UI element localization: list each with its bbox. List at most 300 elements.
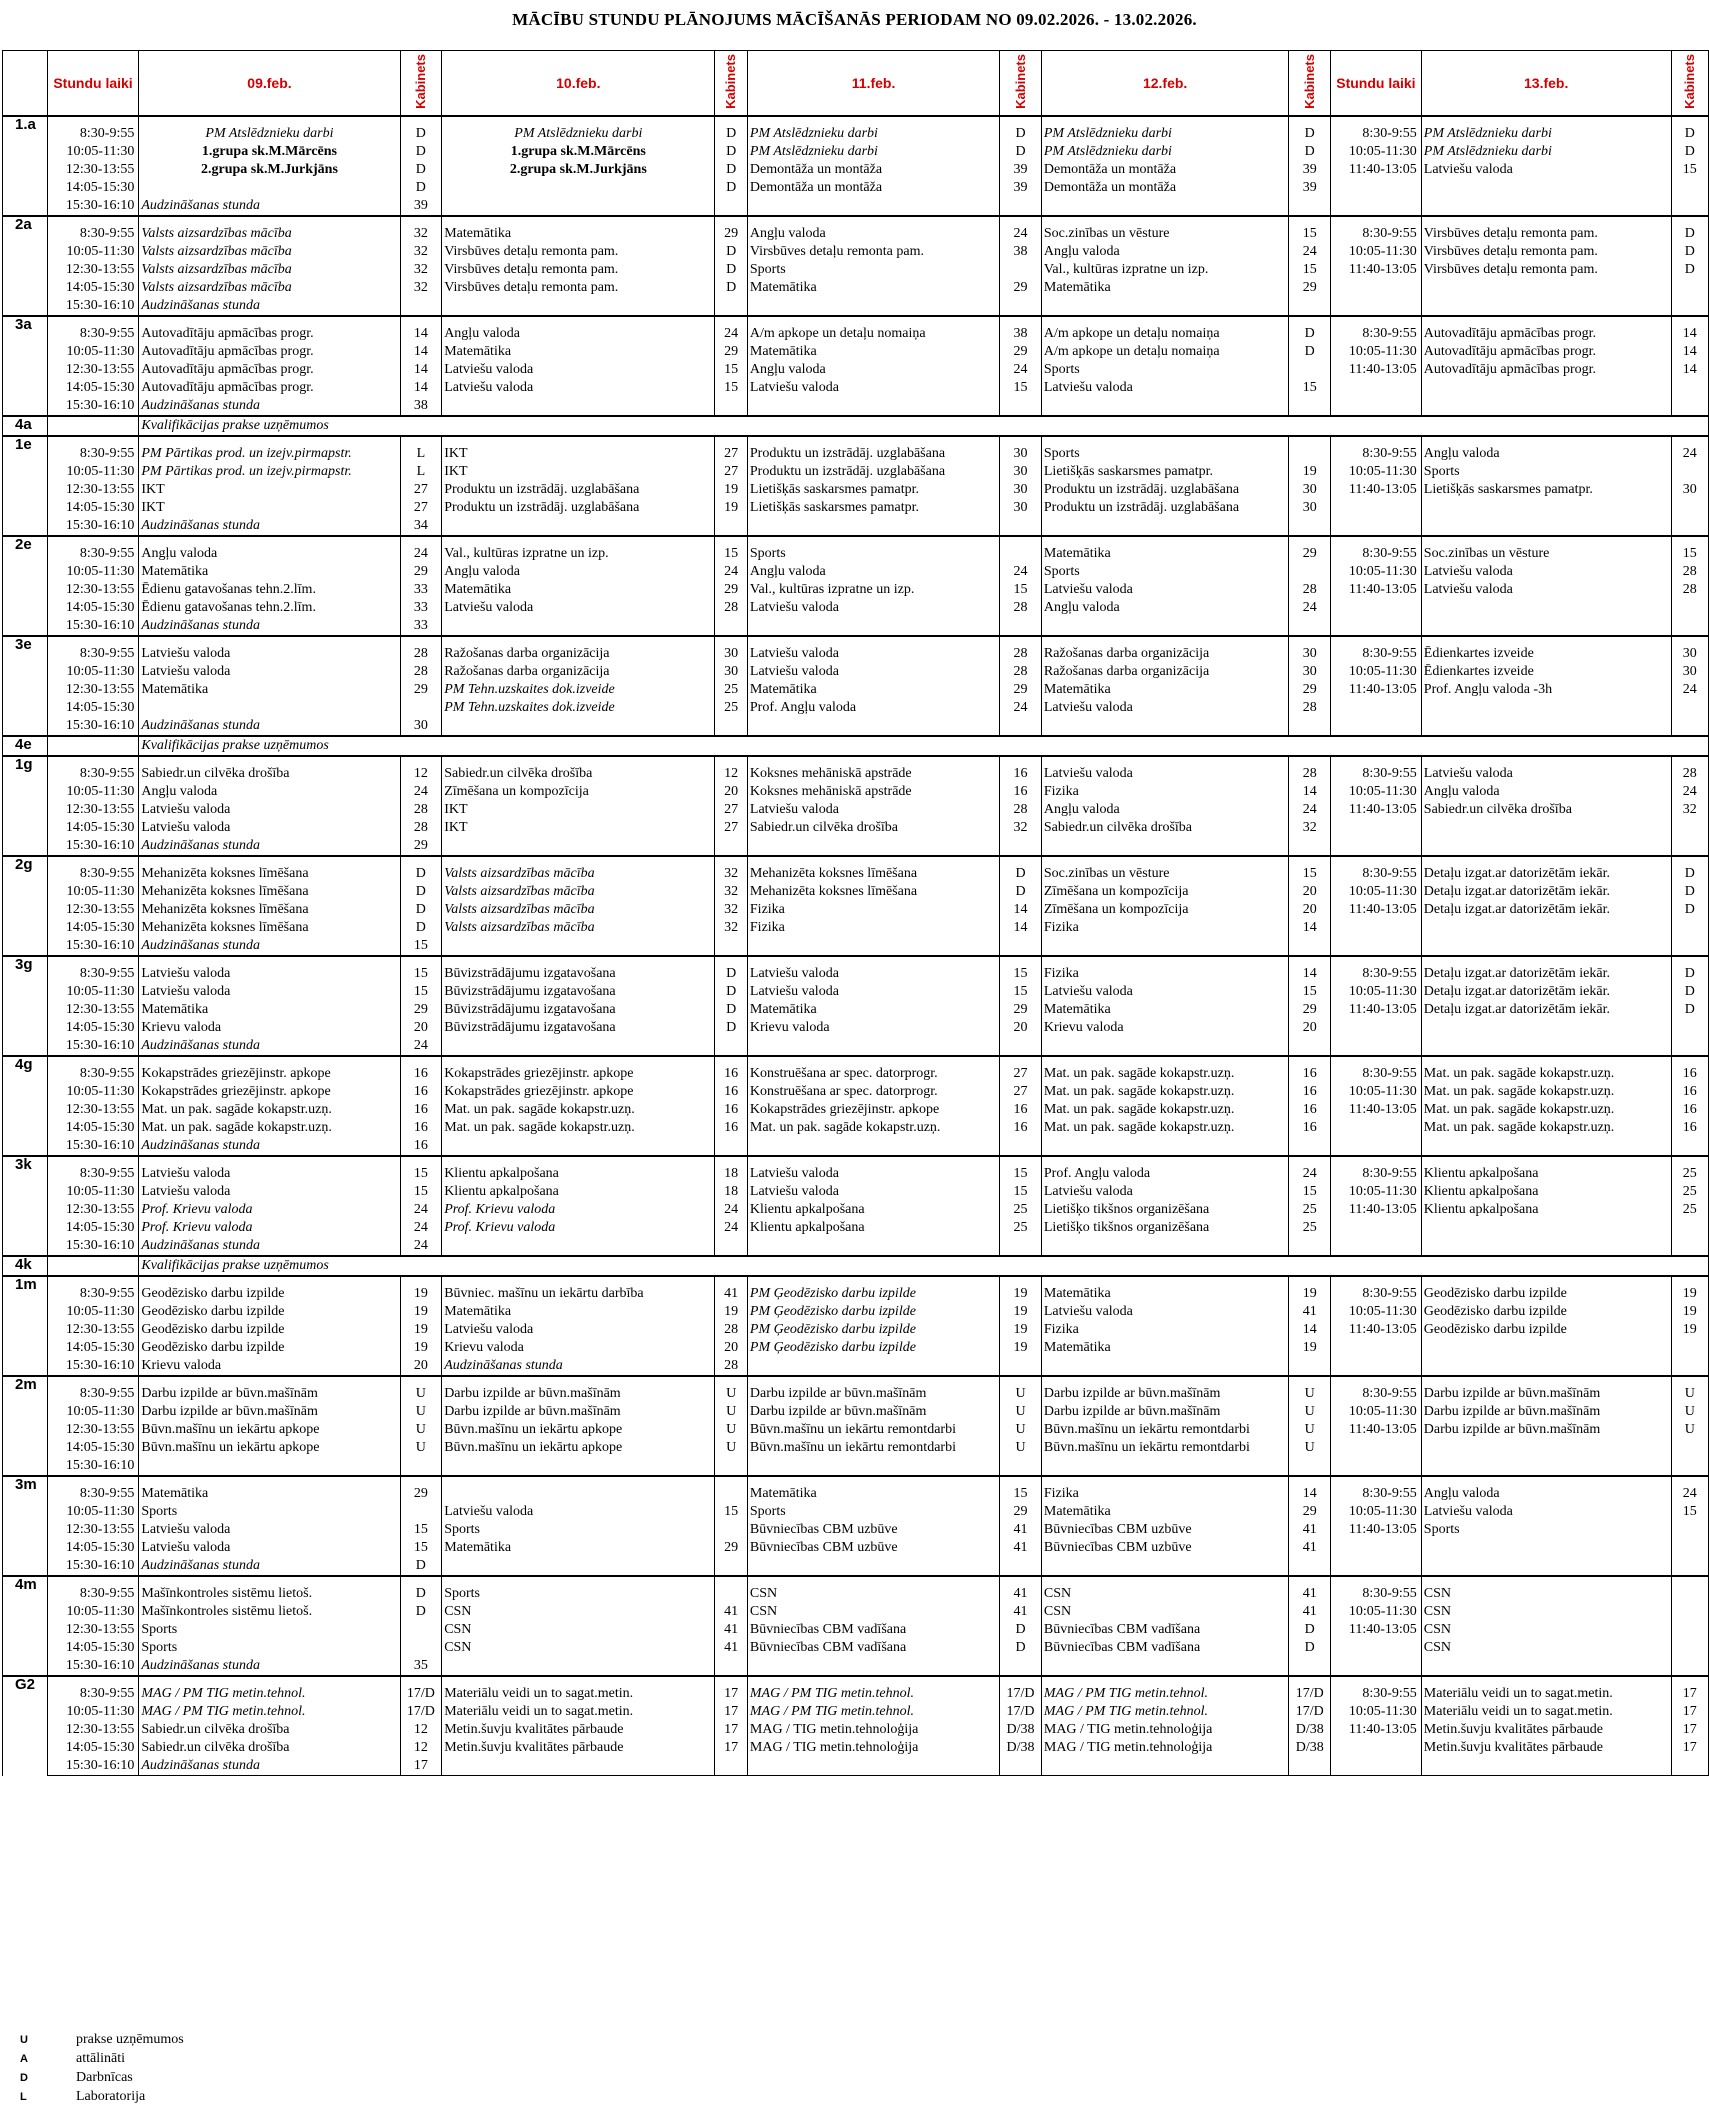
subject-cell: Ražošanas darba organizācija bbox=[1041, 663, 1289, 681]
subject-cell bbox=[442, 1757, 715, 1776]
cabinet-cell bbox=[715, 1585, 747, 1603]
cabinet-cell: U bbox=[1671, 1403, 1708, 1421]
time-slot-friday bbox=[1331, 1439, 1422, 1457]
subject-cell bbox=[442, 397, 715, 416]
spacer-cell bbox=[1331, 1576, 1422, 1585]
cabinet-cell: 24 bbox=[1000, 225, 1042, 243]
cabinet-cell: 18 bbox=[715, 1183, 747, 1201]
cabinet-cell: 14 bbox=[1289, 965, 1331, 983]
subject-cell: Val., kultūras izpratne un izp. bbox=[747, 581, 999, 599]
time-slot-friday bbox=[1331, 197, 1422, 216]
cabinet-cell: 32 bbox=[715, 883, 747, 901]
cabinet-cell: 19 bbox=[400, 1339, 442, 1357]
spacer-cell bbox=[747, 1376, 999, 1385]
time-slot: 8:30-9:55 bbox=[47, 1385, 139, 1403]
cabinet-cell bbox=[1000, 717, 1042, 736]
time-slot: 12:30-13:55 bbox=[47, 901, 139, 919]
subject-cell: Latviešu valoda bbox=[1041, 1183, 1289, 1201]
cabinet-cell: D/38 bbox=[1000, 1739, 1042, 1757]
cabinet-cell bbox=[400, 1457, 442, 1476]
subject-cell: Mat. un pak. sagāde kokapstr.uzņ. bbox=[747, 1119, 999, 1137]
page-title: MĀCĪBU STUNDU PLĀNOJUMS MĀCĪŠANĀS PERIODAM NO 09.02.2026. - 13.02.2026. bbox=[512, 10, 1197, 29]
group-header-row bbox=[3, 436, 1709, 445]
cabinet-cell: U bbox=[1000, 1403, 1042, 1421]
cabinet-cell: 12 bbox=[400, 765, 442, 783]
cabinet-cell: 32 bbox=[1671, 801, 1708, 819]
cabinet-cell: 38 bbox=[400, 397, 442, 416]
time-slot-friday: 8:30-9:55 bbox=[1331, 445, 1422, 463]
cabinet-cell: D bbox=[400, 1603, 442, 1621]
spacer-cell bbox=[747, 1156, 999, 1165]
subject-cell: 2.grupa sk.M.Jurkjāns bbox=[442, 161, 715, 179]
spacer-cell bbox=[747, 216, 999, 225]
spacer-cell bbox=[1041, 1476, 1289, 1485]
subject-cell bbox=[1421, 599, 1671, 617]
time-slot-friday: 11:40-13:05 bbox=[1331, 1721, 1422, 1739]
cabinet-cell: 35 bbox=[400, 1657, 442, 1676]
cabinet-cell: 16 bbox=[1671, 1101, 1708, 1119]
subject-cell: MAG / PM TIG metin.tehnol. bbox=[1041, 1703, 1289, 1721]
spacer-cell bbox=[1041, 536, 1289, 545]
subject-cell: MAG / TIG metin.tehnoloģija bbox=[1041, 1739, 1289, 1757]
cabinet-cell: D bbox=[400, 143, 442, 161]
subject-cell: Latviešu valoda bbox=[747, 965, 999, 983]
subject-cell bbox=[1421, 1219, 1671, 1237]
subject-cell: Koksnes mehāniskā apstrāde bbox=[747, 765, 999, 783]
cabinet-cell: 30 bbox=[1289, 499, 1331, 517]
group-header-row bbox=[3, 856, 1709, 865]
schedule-table bbox=[2, 50, 1709, 1776]
time-slot: 8:30-9:55 bbox=[47, 545, 139, 563]
cabinet-cell: 19 bbox=[1000, 1285, 1042, 1303]
table-row bbox=[3, 1083, 1709, 1101]
subject-cell bbox=[1041, 1557, 1289, 1576]
cabinet-cell: 19 bbox=[1000, 1321, 1042, 1339]
cabinet-cell bbox=[1289, 1357, 1331, 1376]
subject-cell: Virsbūves detaļu remonta pam. bbox=[442, 261, 715, 279]
group-label: 1g bbox=[3, 756, 48, 856]
table-row bbox=[3, 343, 1709, 361]
cabinet-cell: 25 bbox=[1671, 1183, 1708, 1201]
cabinet-cell: 16 bbox=[1289, 1119, 1331, 1137]
cabinet-cell bbox=[1289, 1657, 1331, 1676]
time-slot-friday: 11:40-13:05 bbox=[1331, 1321, 1422, 1339]
time-cell bbox=[47, 416, 139, 436]
spacer-cell bbox=[1041, 436, 1289, 445]
subject-cell: Būvniecības CBM uzbūve bbox=[747, 1539, 999, 1557]
spacer-cell bbox=[400, 1156, 442, 1165]
spacer-cell bbox=[1331, 1156, 1422, 1165]
cabinet-cell: 25 bbox=[715, 681, 747, 699]
cabinet-cell: 16 bbox=[1671, 1119, 1708, 1137]
table-row bbox=[3, 1539, 1709, 1557]
subject-cell: Mehanizēta koksnes līmēšana bbox=[747, 883, 999, 901]
group-header-row bbox=[3, 956, 1709, 965]
subject-cell: 2.grupa sk.M.Jurkjāns bbox=[139, 161, 400, 179]
spacer-cell bbox=[400, 1576, 442, 1585]
cabinet-cell: D bbox=[1671, 865, 1708, 883]
time-slot: 10:05-11:30 bbox=[47, 1503, 139, 1521]
spacer-cell bbox=[747, 316, 999, 325]
cabinet-cell: 20 bbox=[400, 1357, 442, 1376]
time-slot: 14:05-15:30 bbox=[47, 1219, 139, 1237]
subject-cell: Latviešu valoda bbox=[1421, 765, 1671, 783]
subject-cell: Klientu apkalpošana bbox=[442, 1183, 715, 1201]
spacer-cell bbox=[47, 1376, 139, 1385]
spacer-cell bbox=[1331, 1476, 1422, 1485]
cabinet-cell: 30 bbox=[1000, 481, 1042, 499]
practice-note: Kvalifikācijas prakse uzņēmumos bbox=[139, 736, 1709, 756]
time-slot: 14:05-15:30 bbox=[47, 179, 139, 197]
spacer-cell bbox=[1041, 1056, 1289, 1065]
cabinet-cell: 19 bbox=[1671, 1303, 1708, 1321]
cabinet-cell: 15 bbox=[1000, 379, 1042, 397]
header-day-1: 09.feb. bbox=[139, 51, 400, 117]
header-times-friday: Stundu laiki bbox=[1331, 51, 1422, 117]
subject-cell: PM Atslēdznieku darbi bbox=[139, 125, 400, 143]
spacer-cell bbox=[747, 1056, 999, 1065]
spacer-cell bbox=[1331, 1056, 1422, 1065]
subject-cell: PM Atslēdznieku darbi bbox=[1041, 125, 1289, 143]
table-row bbox=[3, 1657, 1709, 1676]
cabinet-cell: 16 bbox=[715, 1119, 747, 1137]
cabinet-cell: 15 bbox=[1289, 379, 1331, 397]
cabinet-cell: 28 bbox=[1000, 599, 1042, 617]
cabinet-cell bbox=[1289, 297, 1331, 316]
subject-cell: Angļu valoda bbox=[139, 783, 400, 801]
subject-cell: Koksnes mehāniskā apstrāde bbox=[747, 783, 999, 801]
spacer-cell bbox=[1041, 856, 1289, 865]
cabinet-cell: 14 bbox=[400, 361, 442, 379]
subject-cell: CSN bbox=[1421, 1621, 1671, 1639]
time-slot-friday: 10:05-11:30 bbox=[1331, 783, 1422, 801]
table-row bbox=[3, 1019, 1709, 1037]
group-header-row bbox=[3, 1056, 1709, 1065]
time-slot: 8:30-9:55 bbox=[47, 1485, 139, 1503]
spacer-cell bbox=[139, 216, 400, 225]
time-slot: 15:30-16:10 bbox=[47, 297, 139, 316]
table-row bbox=[3, 801, 1709, 819]
cabinet-cell: 24 bbox=[1671, 783, 1708, 801]
cabinet-cell bbox=[715, 1237, 747, 1256]
subject-cell: CSN bbox=[747, 1603, 999, 1621]
table-row bbox=[3, 681, 1709, 699]
subject-cell: Detaļu izgat.ar datorizētām iekār. bbox=[1421, 865, 1671, 883]
cabinet-cell bbox=[1000, 617, 1042, 636]
spacer-cell bbox=[139, 956, 400, 965]
group-label: 4m bbox=[3, 1576, 48, 1676]
spacer-cell bbox=[1421, 1376, 1671, 1385]
time-slot: 10:05-11:30 bbox=[47, 1303, 139, 1321]
subject-cell bbox=[442, 179, 715, 197]
time-slot-friday bbox=[1331, 717, 1422, 736]
cabinet-cell: 24 bbox=[715, 1201, 747, 1219]
time-slot-friday bbox=[1331, 919, 1422, 937]
subject-cell: CSN bbox=[442, 1621, 715, 1639]
spacer-cell bbox=[1000, 956, 1042, 965]
cabinet-cell bbox=[1671, 1037, 1708, 1056]
cabinet-cell: D bbox=[1289, 125, 1331, 143]
cabinet-cell: 16 bbox=[400, 1101, 442, 1119]
subject-cell: Materiālu veidi un to sagat.metin. bbox=[442, 1703, 715, 1721]
subject-cell: Sports bbox=[1421, 1521, 1671, 1539]
cabinet-cell: 15 bbox=[1289, 865, 1331, 883]
cabinet-cell: 24 bbox=[715, 1219, 747, 1237]
time-slot: 12:30-13:55 bbox=[47, 801, 139, 819]
subject-cell: Sports bbox=[747, 545, 999, 563]
subject-cell: Darbu izpilde ar būvn.mašīnām bbox=[747, 1403, 999, 1421]
time-slot: 15:30-16:10 bbox=[47, 1557, 139, 1576]
cabinet-cell: D bbox=[1671, 243, 1708, 261]
time-slot: 12:30-13:55 bbox=[47, 581, 139, 599]
subject-cell bbox=[747, 1457, 999, 1476]
legend-label: Darbnīcas bbox=[76, 2069, 133, 2085]
spacer-cell bbox=[47, 756, 139, 765]
subject-cell: PM Ģeodēzisko darbu izpilde bbox=[747, 1285, 999, 1303]
cabinet-cell bbox=[1289, 397, 1331, 416]
spacer-cell bbox=[442, 956, 715, 965]
cabinet-cell bbox=[1671, 1339, 1708, 1357]
cabinet-cell bbox=[1000, 1137, 1042, 1156]
time-slot: 8:30-9:55 bbox=[47, 765, 139, 783]
spacer-cell bbox=[1671, 436, 1708, 445]
time-slot-friday bbox=[1331, 1657, 1422, 1676]
cabinet-cell: 28 bbox=[715, 1357, 747, 1376]
cabinet-cell: 16 bbox=[1289, 1101, 1331, 1119]
subject-cell: Sabiedr.un cilvēka drošība bbox=[747, 819, 999, 837]
subject-cell: Mat. un pak. sagāde kokapstr.uzņ. bbox=[1041, 1101, 1289, 1119]
table-row bbox=[3, 1219, 1709, 1237]
subject-cell bbox=[1041, 397, 1289, 416]
subject-cell bbox=[442, 1557, 715, 1576]
spacer-cell bbox=[1671, 956, 1708, 965]
cabinet-cell bbox=[1000, 261, 1042, 279]
time-slot-friday bbox=[1331, 1219, 1422, 1237]
subject-cell bbox=[747, 397, 999, 416]
cabinet-cell: 24 bbox=[1000, 699, 1042, 717]
subject-cell: Sabiedr.un cilvēka drošība bbox=[1041, 819, 1289, 837]
cabinet-cell: 24 bbox=[1671, 445, 1708, 463]
cabinet-cell: 15 bbox=[1289, 983, 1331, 1001]
time-slot: 12:30-13:55 bbox=[47, 1101, 139, 1119]
cabinet-cell bbox=[1289, 617, 1331, 636]
subject-cell: Virsbūves detaļu remonta pam. bbox=[747, 243, 999, 261]
subject-cell bbox=[442, 1457, 715, 1476]
table-row bbox=[3, 717, 1709, 736]
subject-cell: Mat. un pak. sagāde kokapstr.uzņ. bbox=[1421, 1119, 1671, 1137]
time-slot-friday: 8:30-9:55 bbox=[1331, 1065, 1422, 1083]
subject-cell: Sabiedr.un cilvēka drošība bbox=[139, 1721, 400, 1739]
subject-cell: Latviešu valoda bbox=[1041, 379, 1289, 397]
cabinet-cell: 17 bbox=[715, 1739, 747, 1757]
spacer-cell bbox=[400, 536, 442, 545]
cabinet-cell: 14 bbox=[1289, 1321, 1331, 1339]
spacer-cell bbox=[1671, 1476, 1708, 1485]
subject-cell: Audzināšanas stunda bbox=[139, 1557, 400, 1576]
cabinet-cell: 29 bbox=[1000, 279, 1042, 297]
time-slot: 15:30-16:10 bbox=[47, 1757, 139, 1776]
time-slot-friday: 11:40-13:05 bbox=[1331, 581, 1422, 599]
cabinet-cell bbox=[1671, 617, 1708, 636]
subject-cell: Matemātika bbox=[139, 681, 400, 699]
spacer-cell bbox=[47, 436, 139, 445]
subject-cell bbox=[139, 699, 400, 717]
table-row bbox=[3, 937, 1709, 956]
spacer-cell bbox=[1000, 1056, 1042, 1065]
subject-cell bbox=[1421, 1657, 1671, 1676]
subject-cell: Latviešu valoda bbox=[139, 965, 400, 983]
time-slot-friday: 10:05-11:30 bbox=[1331, 663, 1422, 681]
cabinet-cell: D bbox=[1671, 143, 1708, 161]
table-row bbox=[3, 1403, 1709, 1421]
subject-cell: Audzināšanas stunda bbox=[139, 1237, 400, 1256]
table-row bbox=[3, 1685, 1709, 1703]
subject-cell: Latviešu valoda bbox=[747, 379, 999, 397]
subject-cell: Materiālu veidi un to sagat.metin. bbox=[442, 1685, 715, 1703]
cabinet-cell: 16 bbox=[1000, 1119, 1042, 1137]
subject-cell: Angļu valoda bbox=[1041, 599, 1289, 617]
subject-cell: Mat. un pak. sagāde kokapstr.uzņ. bbox=[1041, 1083, 1289, 1101]
subject-cell: Darbu izpilde ar būvn.mašīnām bbox=[1421, 1403, 1671, 1421]
spacer-cell bbox=[1421, 116, 1671, 125]
spacer-cell bbox=[1041, 316, 1289, 325]
cabinet-cell: 41 bbox=[1289, 1603, 1331, 1621]
cabinet-cell: 29 bbox=[400, 1001, 442, 1019]
subject-cell bbox=[1041, 1657, 1289, 1676]
time-slot: 10:05-11:30 bbox=[47, 883, 139, 901]
table-row bbox=[3, 125, 1709, 143]
time-slot: 14:05-15:30 bbox=[47, 279, 139, 297]
legend-item bbox=[8, 2087, 184, 2106]
subject-cell: Latviešu valoda bbox=[442, 1321, 715, 1339]
table-row bbox=[3, 1439, 1709, 1457]
time-slot: 8:30-9:55 bbox=[47, 1685, 139, 1703]
time-slot: 14:05-15:30 bbox=[47, 379, 139, 397]
cabinet-cell: 24 bbox=[1289, 1165, 1331, 1183]
spacer-cell bbox=[1331, 756, 1422, 765]
cabinet-cell: 28 bbox=[715, 599, 747, 617]
subject-cell: Geodēzisko darbu izpilde bbox=[1421, 1303, 1671, 1321]
cabinet-cell: D bbox=[1000, 1621, 1042, 1639]
subject-cell bbox=[1421, 1019, 1671, 1037]
table-row bbox=[3, 179, 1709, 197]
subject-cell: Lietišķās saskarsmes pamatpr. bbox=[747, 499, 999, 517]
subject-cell: Angļu valoda bbox=[1421, 1485, 1671, 1503]
table-row bbox=[3, 617, 1709, 636]
subject-cell: Būvniecības CBM uzbūve bbox=[747, 1521, 999, 1539]
practice-note: Kvalifikācijas prakse uzņēmumos bbox=[139, 416, 1709, 436]
time-slot: 8:30-9:55 bbox=[47, 445, 139, 463]
time-slot-friday: 11:40-13:05 bbox=[1331, 261, 1422, 279]
spacer-cell bbox=[442, 436, 715, 445]
cabinet-cell: D bbox=[1671, 983, 1708, 1001]
cabinet-cell: 27 bbox=[715, 463, 747, 481]
cabinet-cell bbox=[400, 297, 442, 316]
cabinet-cell: 24 bbox=[1289, 243, 1331, 261]
cabinet-cell: 29 bbox=[1289, 279, 1331, 297]
subject-cell bbox=[1421, 197, 1671, 216]
time-slot: 15:30-16:10 bbox=[47, 1457, 139, 1476]
spacer-cell bbox=[139, 1476, 400, 1485]
cabinet-cell bbox=[1000, 1757, 1042, 1776]
table-row bbox=[3, 279, 1709, 297]
subject-cell: Produktu un izstrādāj. uzglabāšana bbox=[1041, 499, 1289, 517]
subject-cell: Matemātika bbox=[442, 581, 715, 599]
subject-cell bbox=[1041, 1757, 1289, 1776]
subject-cell: Sabiedr.un cilvēka drošība bbox=[1421, 801, 1671, 819]
time-slot: 14:05-15:30 bbox=[47, 1339, 139, 1357]
time-slot: 10:05-11:30 bbox=[47, 1403, 139, 1421]
subject-cell: Būvn.mašīnu un iekārtu apkope bbox=[442, 1439, 715, 1457]
spacer-cell bbox=[139, 1576, 400, 1585]
table-row bbox=[3, 699, 1709, 717]
cabinet-cell: U bbox=[1671, 1421, 1708, 1439]
spacer-cell bbox=[47, 956, 139, 965]
spacer-cell bbox=[1671, 1156, 1708, 1165]
cabinet-cell: 15 bbox=[1000, 1165, 1042, 1183]
subject-cell: Latviešu valoda bbox=[139, 1521, 400, 1539]
cabinet-cell: U bbox=[400, 1385, 442, 1403]
subject-cell bbox=[1421, 1757, 1671, 1776]
subject-cell bbox=[1041, 517, 1289, 536]
subject-cell bbox=[1041, 937, 1289, 956]
cabinet-cell bbox=[1671, 1521, 1708, 1539]
practice-note: Kvalifikācijas prakse uzņēmumos bbox=[139, 1256, 1709, 1276]
cabinet-cell: 19 bbox=[400, 1303, 442, 1321]
cabinet-cell: D bbox=[400, 161, 442, 179]
subject-cell: Metin.šuvju kvalitātes pārbaude bbox=[442, 1739, 715, 1757]
subject-cell bbox=[442, 617, 715, 636]
spacer-cell bbox=[1331, 1376, 1422, 1385]
cabinet-cell: D bbox=[400, 865, 442, 883]
spacer-cell bbox=[715, 756, 747, 765]
cabinet-cell bbox=[715, 1485, 747, 1503]
cabinet-cell: 15 bbox=[400, 937, 442, 956]
subject-cell bbox=[1421, 397, 1671, 416]
subject-cell: Mat. un pak. sagāde kokapstr.uzņ. bbox=[442, 1101, 715, 1119]
subject-cell bbox=[1421, 179, 1671, 197]
spacer-cell bbox=[47, 1576, 139, 1585]
table-row bbox=[3, 197, 1709, 216]
cabinet-cell: 14 bbox=[1671, 343, 1708, 361]
group-header-row bbox=[3, 1276, 1709, 1285]
time-slot: 12:30-13:55 bbox=[47, 161, 139, 179]
cabinet-cell bbox=[1289, 445, 1331, 463]
spacer-cell bbox=[139, 1376, 400, 1385]
time-slot-friday: 10:05-11:30 bbox=[1331, 343, 1422, 361]
subject-cell: Audzināšanas stunda bbox=[139, 1137, 400, 1156]
time-slot: 14:05-15:30 bbox=[47, 919, 139, 937]
header-cabinet: Kabinets bbox=[715, 51, 747, 117]
spacer-cell bbox=[139, 756, 400, 765]
subject-cell bbox=[1421, 1457, 1671, 1476]
time-slot: 12:30-13:55 bbox=[47, 681, 139, 699]
subject-cell: Klientu apkalpošana bbox=[442, 1165, 715, 1183]
time-slot-friday: 8:30-9:55 bbox=[1331, 1585, 1422, 1603]
subject-cell: Audzināšanas stunda bbox=[139, 517, 400, 536]
cabinet-cell bbox=[400, 1621, 442, 1639]
cabinet-cell: 29 bbox=[400, 681, 442, 699]
table-row bbox=[3, 983, 1709, 1001]
time-slot: 12:30-13:55 bbox=[47, 361, 139, 379]
group-label: 1.a bbox=[3, 116, 48, 216]
cabinet-cell: 29 bbox=[1289, 681, 1331, 699]
table-row bbox=[3, 1237, 1709, 1256]
subject-cell: Latviešu valoda bbox=[442, 599, 715, 617]
spacer-cell bbox=[400, 1056, 442, 1065]
header-cabinet: Kabinets bbox=[400, 51, 442, 117]
subject-cell: Virsbūves detaļu remonta pam. bbox=[1421, 225, 1671, 243]
